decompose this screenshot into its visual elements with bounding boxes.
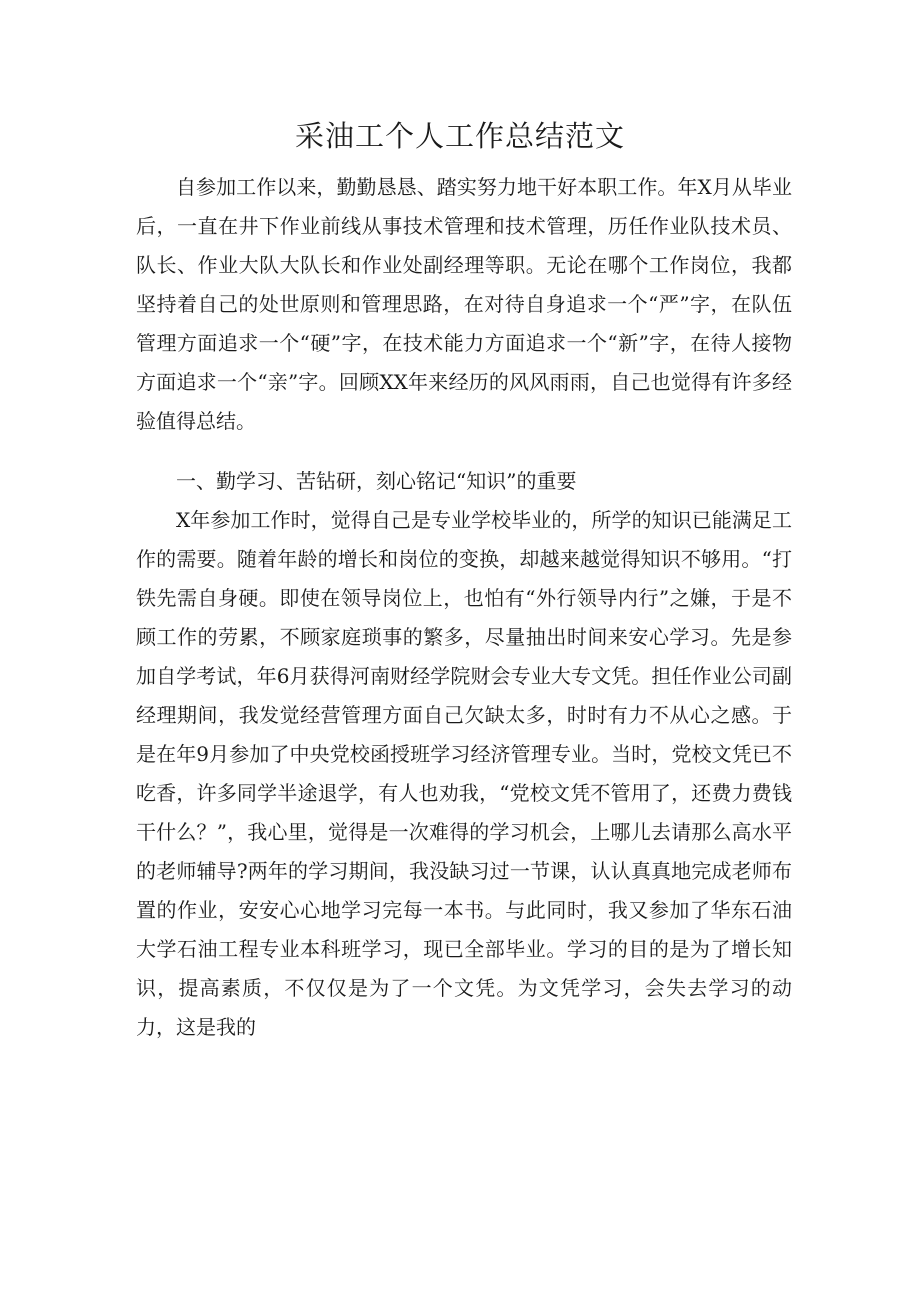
intro-paragraph: 自参加工作以来，勤勤恳恳、踏实努力地干好本职工作。年X月从毕业后，一直在井下作业前线从事技术管理和技术管理，历任作业队技术员、队长、作业大队大队长和作业处副经理等职。无论在哪个工作岗位，我都坚持着自己的处世原则和管理思路，在对待自身追求一个“严”字，在队伍管理方面追求一个“硬”字，在技术能力方面追求一个“新”字，在待人接物方面追求一个“亲”字。回顾XX年来经历的风风雨雨，自己也觉得有许多经验值得总结。 [136, 175, 792, 433]
section-1-paragraph: X年参加工作时，觉得自己是专业学校毕业的，所学的知识已能满足工作的需要。随着年龄的增长和岗位的变换，却越来越觉得知识不够用。“打铁先需自身硬。即使在领导岗位上，也怕有“外行领导内行”之嫌，于是不顾工作的劳累，不顾家庭琐事的繁多，尽量抽出时间来安心学习。先是参加自学考试，年6月获得河南财经学院财会专业大专文凭。担任作业公司副经理期间，我发觉经营管理方面自己欠缺太多，时时有力不从心之感。于是在年9月参加了中央党校函授班学习经济管理专业。当时，党校文凭已不吃香，许多同学半途退学，有人也劝我，“党校文凭不管用了，还费力费钱干什么？”，我心里，觉得是一次难得的学习机会，上哪儿去请那么高水平的老师辅导?两年的学习期间，我没缺习过一节课，认认真真地完成老师布置的作业，安安心心地学习完每一本书。与此同时，我又参加了华东石油大学石油工程专业本科班学习，现已全部毕业。学习的目的是为了增长知识，提高素质，不仅仅是为了一个文凭。为文凭学习，会失去学习的动力，这是我的 [136, 508, 792, 1039]
document-body [136, 168, 792, 1047]
section-heading-1: 一、勤学习、苦钻研，刻心铭记“知识”的重要 [176, 469, 577, 493]
document-title: 采油工个人工作总结范文 [294, 119, 625, 153]
